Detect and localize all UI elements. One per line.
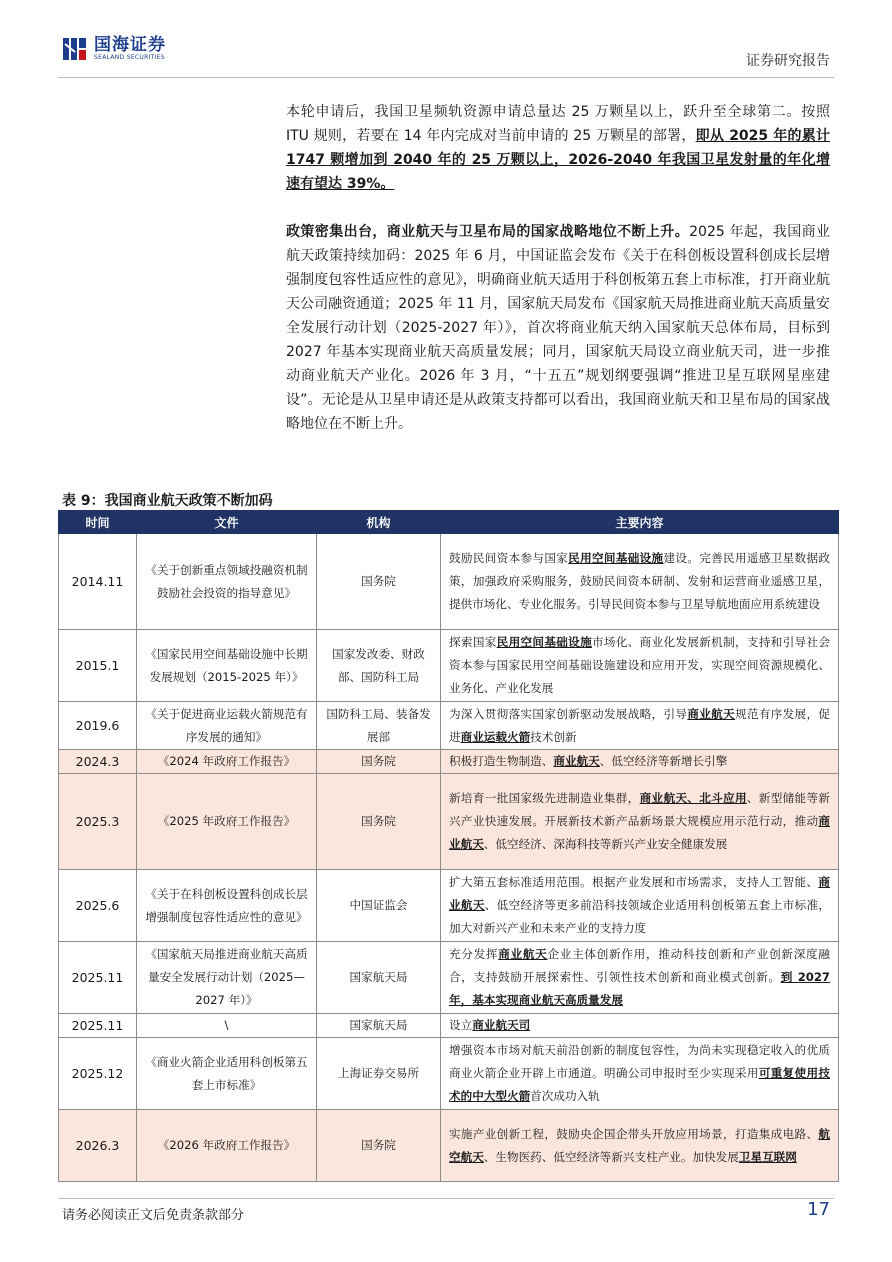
keyword: 卫星互联网 (738, 1149, 797, 1164)
cell-document: \ (137, 1014, 317, 1038)
cell-content: 充分发挥商业航天企业主体创新作用，推动科技创新和产业创新深度融合，支持鼓励开展探索性、引领性技术创新和商业模式创新。到 2027 年，基本实现商业航天高质量发展 (441, 942, 839, 1014)
cell-document: 《关于创新重点领域投融资机制鼓励社会投资的指导意见》 (137, 534, 317, 630)
cell-content: 实施产业创新工程，鼓励央企国企带头开放应用场景，打造集成电路、航空航天、生物医药、低空经济等新兴支柱产业。加快发展卫星互联网 (441, 1110, 839, 1182)
cell-organization: 国家航天局 (317, 942, 441, 1014)
keyword: 商业航天 (498, 947, 548, 961)
cell-content: 鼓励民间资本参与国家民用空间基础设施建设。完善民用遥感卫星数据政策，加强政府采购服务，鼓励民间资本研制、发射和运营商业遥感卫星，提供市场化、专业化服务。引导民间资本参与卫星导航地面应用系统建设 (441, 534, 839, 630)
table-row (59, 1038, 839, 1110)
cell-organization: 国家发改委、财政部、国防科工局 (317, 630, 441, 702)
body-text (286, 100, 830, 436)
cell-document: 《关于促进商业运载火箭规范有序发展的通知》 (137, 702, 317, 750)
cell-content: 新培育一批国家级先进制造业集群，商业航天、北斗应用、新型储能等新兴产业快速发展。开展新技术新产品新场景大规模应用示范行动，推动商业航天、低空经济、深海科技等新兴产业安全健康发展 (441, 774, 839, 870)
table-row (59, 534, 839, 630)
paragraph-1: 本轮申请后，我国卫星频轨资源申请总量达 25 万颗星以上，跃升至全球第二。按照 ITU 规则，若要在 14 年内完成对当前申请的 25 万颗星的部署，即从 2025 年的累计 1747 颗增加到 2040 年的 25 万颗以上，2026-2040 年我国卫星发射量的年化增速有望达 39%。 (286, 104, 831, 192)
table-row (59, 774, 839, 870)
cell-organization: 国家航天局 (317, 1014, 441, 1038)
key-conclusion: 即从 2025 年的累计 1747 颗增加到 2040 年的 25 万颗以上，2026-2040 年我国卫星发射量的年化增速有望达 39%。 (286, 128, 831, 192)
keyword: 商业航天、北斗应用 (639, 791, 747, 805)
keyword: 到 2027 年，基本实现商业航天高质量发展 (449, 970, 830, 1007)
cell-content: 探索国家民用空间基础设施市场化、商业化发展新机制，支持和引导社会资本参与国家民用空间基础设施建设和应用开发，实现空间资源规模化、业务化、产业化发展 (441, 630, 839, 702)
keyword: 商业运载火箭 (460, 729, 531, 744)
cell-content: 为深入贯彻落实国家创新驱动发展战略，引导商业航天规范有序发展，促进商业运载火箭技术创新 (441, 702, 839, 750)
cell-organization: 国务院 (317, 774, 441, 870)
report-type: 证券研究报告 (746, 53, 830, 69)
cell-time: 2014.11 (59, 534, 137, 630)
page-header (62, 34, 830, 74)
cell-time: 2026.3 (59, 1110, 137, 1182)
table-row (59, 942, 839, 1014)
cell-time: 2025.3 (59, 774, 137, 870)
table-row (59, 870, 839, 942)
header-time: 时间 (59, 511, 137, 534)
cell-time: 2025.11 (59, 1014, 137, 1038)
cell-time: 2025.6 (59, 870, 137, 942)
header-organization: 机构 (317, 511, 441, 534)
table-row (59, 1110, 839, 1182)
keyword: 民用空间基础设施 (496, 635, 592, 649)
table-title: 表 9：我国商业航天政策不断加码 (62, 493, 273, 509)
cell-content: 扩大第五套标准适用范围。根据产业发展和市场需求，支持人工智能、商业航天、低空经济等更多前沿科技领域企业适用科创板第五套上市标准，加大对新兴产业和未来产业的支持力度 (441, 870, 839, 942)
cell-content: 积极打造生物制造、商业航天、低空经济等新增长引擎 (441, 750, 839, 774)
cell-time: 2024.3 (59, 750, 137, 774)
cell-organization: 国防科工局、装备发展部 (317, 702, 441, 750)
keyword: 民用空间基础设施 (568, 551, 664, 565)
keyword: 可重复使用技术的中大型火箭 (449, 1066, 830, 1103)
cell-document: 《国家航天局推进商业航天高质量安全发展行动计划（2025—2027 年）》 (137, 942, 317, 1014)
keyword: 航空航天 (449, 1126, 830, 1164)
header-content: 主要内容 (441, 511, 839, 534)
table-row (59, 750, 839, 774)
company-logo (62, 36, 166, 62)
footer-divider (58, 1198, 834, 1199)
cell-organization: 中国证监会 (317, 870, 441, 942)
keyword: 商业航天 (553, 754, 600, 768)
keyword: 商业航天司 (472, 1018, 531, 1032)
cell-content: 增强资本市场对航天前沿创新的制度包容性，为尚未实现稳定收入的优质商业火箭企业开辟上市通道。明确公司申报时至少实现采用可重复使用技术的中大型火箭首次成功入轨 (441, 1038, 839, 1110)
cell-organization: 国务院 (317, 750, 441, 774)
cell-organization: 上海证券交易所 (317, 1038, 441, 1110)
cell-document: 《2025 年政府工作报告》 (137, 774, 317, 870)
page-number: 17 (807, 1199, 830, 1220)
logo-icon (62, 36, 88, 62)
table-header-row (59, 511, 839, 534)
logo-name-cn: 国海证券 (94, 35, 166, 55)
cell-document: 《国家民用空间基础设施中长期发展规划（2015-2025 年）》 (137, 630, 317, 702)
cell-time: 2025.12 (59, 1038, 137, 1110)
cell-document: 《关于在科创板设置科创成长层增强制度包容性适应性的意见》 (137, 870, 317, 942)
keyword: 商业航天 (449, 814, 830, 851)
paragraph-lead: 政策密集出台，商业航天与卫星布局的国家战略地位不断上升。 (286, 224, 690, 240)
table-row (59, 1014, 839, 1038)
header-divider (58, 77, 834, 78)
paragraph-2: 政策密集出台，商业航天与卫星布局的国家战略地位不断上升。2025 年起，我国商业航天政策持续加码：2025 年 6 月，中国证监会发布《关于在科创板设置科创成长层增强制度包容性适应性的意见》，明确商业航天适用于科创板第五套上市标准，打开商业航天公司融资通道；2025 年 11 月，国家航天局发布《国家航天局推进商业航天高质量安全发展行动计划（2025-2027 年）》，首次将商业航天纳入国家航天总体布局，目标到 2027 年基本实现商业航天高质量发展；同月，国家航天局设立商业航天司，进一步推动商业航天产业化。2026 年 3 月，“十五五”规划纲要强调“推进卫星互联网星座建设”。无论是从卫星申请还是从政策支持都可以看出，我国商业航天和卫星布局的国家战略地位在不断上升。 (286, 224, 830, 432)
cell-document: 《商业火箭企业适用科创板第五套上市标准》 (137, 1038, 317, 1110)
cell-time: 2019.6 (59, 702, 137, 750)
keyword: 商业航天 (449, 875, 830, 912)
cell-organization: 国务院 (317, 534, 441, 630)
cell-time: 2025.11 (59, 942, 137, 1014)
disclaimer-note: 请务必阅读正文后免责条款部分 (62, 1208, 245, 1223)
cell-document: 《2026 年政府工作报告》 (137, 1110, 317, 1182)
keyword: 商业航天 (687, 706, 735, 721)
header-document: 文件 (137, 511, 317, 534)
table-row (59, 630, 839, 702)
logo-name-en: SEALAND SECURITIES (94, 54, 165, 61)
cell-document: 《2024 年政府工作报告》 (137, 750, 317, 774)
cell-organization: 国务院 (317, 1110, 441, 1182)
cell-content: 设立商业航天司 (441, 1014, 839, 1038)
policy-table (58, 510, 839, 1182)
cell-time: 2015.1 (59, 630, 137, 702)
table-row (59, 702, 839, 750)
